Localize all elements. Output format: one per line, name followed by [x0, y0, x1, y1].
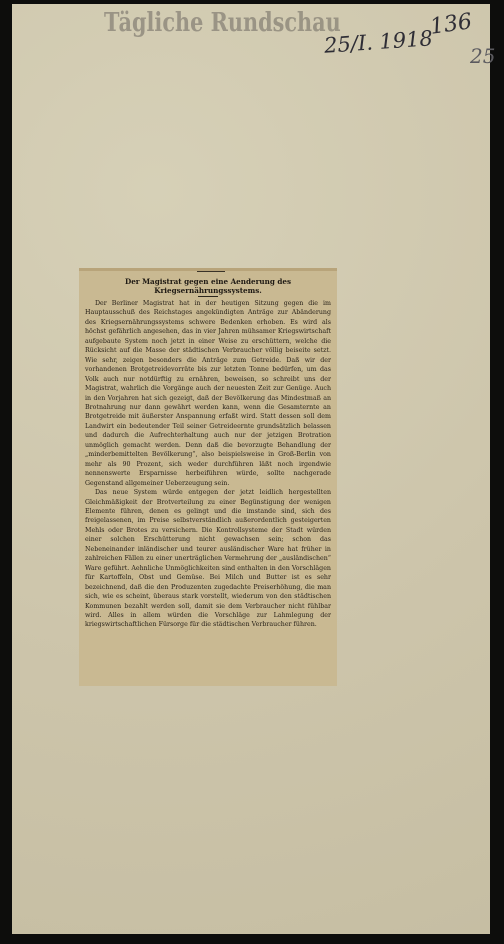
newspaper-clipping [79, 268, 337, 686]
folio-number: 136 [428, 9, 474, 40]
folio-secondary: 25 [470, 44, 496, 68]
article-headline [85, 277, 331, 295]
headline-line-2: Kriegsernährungssystems. [154, 286, 262, 295]
headline-divider [198, 296, 218, 297]
clipping-top-rule [197, 271, 225, 272]
article-paragraph-2: Das neue System würde entgegen der jetzt leidlich hergestellten Gleichmäßigkeit der Brotverteilung zu einer Begünstigung der wenigen Elemente führen, denen es gelingt und die imstande sind, sich des freigelassenen, im Preise selbstverständlich außerordentlich gesteigerten Mehls oder Brotes zu versichern. Die Kontrollsysteme der Stadt würden einer solchen Erschütterung nicht gewachsen sein; schon das Nebeneinander inländischer und teurer ausländischer Ware hat früher in zahlreichen Fällen zu einer unerträglichen Vermehrung der „ausländischen“ Ware geführt. Aehnliche Unmöglichkeiten sind enthalten in den Vorschlägen für Kartoffeln, Obst und Gemüse. Bei Milch und Butter ist es sehr bezeichnend, daß die den Produzenten zugedachte Preiserhöhung, die man sich, wie es scheint, überaus stark vorstellt, wiederum von den städtischen Kommunen bezahlt werden soll, damit sie dem Verbraucher nicht fühlbar wird. Alles in allem würden die Vorschläge zur Lahmlegung der kriegswirtschaftlichen Fürsorge für die städtischen Verbraucher führen. [85, 489, 331, 629]
headline-line-1: Der Magistrat gegen eine Aenderung des [124, 277, 291, 286]
newspaper-masthead: Tägliche Rundschau [104, 8, 341, 38]
article-paragraph-1: Der Berliner Magistrat hat in der heutigen Sitzung gegen die im Hauptausschuß des Reichstages angekündigten Anträge zur Abänderung des Kriegsernährungssystems schwere Bedenken erhoben. Es wird als höchst gefährlich angesehen, das in vier Jahren mühsamer Kriegswirtschaft aufgebaute System noch jetzt in einer Weise zu erschüttern, welche die Rücksicht auf die Masse der städtischen Verbraucher völlig beiseite setzt. Wie sehr, zeigen besonders die Anträge zum Getreide. Daß wir der vorhandenen Brotgetreidevorräte bis zur letzten Tonne bedürfen, um das Volk auch nur notdürftig zu ernähren, beweisen, so schreibt uns der Magistrat, wahrlich die Vorgänge auch der neuesten Zeit zur Genüge. Auch in den Vorjahren hat sich gezeigt, daß der Bevölkerung das Mindestmaß an Brotnahrung nur dann gewährt werden kann, wenn die Gesamternte an Brotgetreide mit äußerster Anspannung erfaßt wird. Statt dessen soll dem Landwirt ein bedeutender Teil seiner Getreideernte grundsätzlich belassen und dadurch die Aufrechterhaltung auch nur der jetzigen Brotration unmöglich gemacht werden. Denn daß die bevorzugte Behandlung der „minderbemittelten Bevölkerung“, also beispielsweise in Groß-Berlin von mehr als 90 Prozent, sich weder durchführen läßt noch irgendwie nennenswerte Ersparnisse herbeiführen würde, sollte nachgerade Gegenstand allgemeiner Ueberzeugung sein. [85, 300, 331, 487]
handwritten-date: 25/I. 1918 [323, 26, 434, 58]
